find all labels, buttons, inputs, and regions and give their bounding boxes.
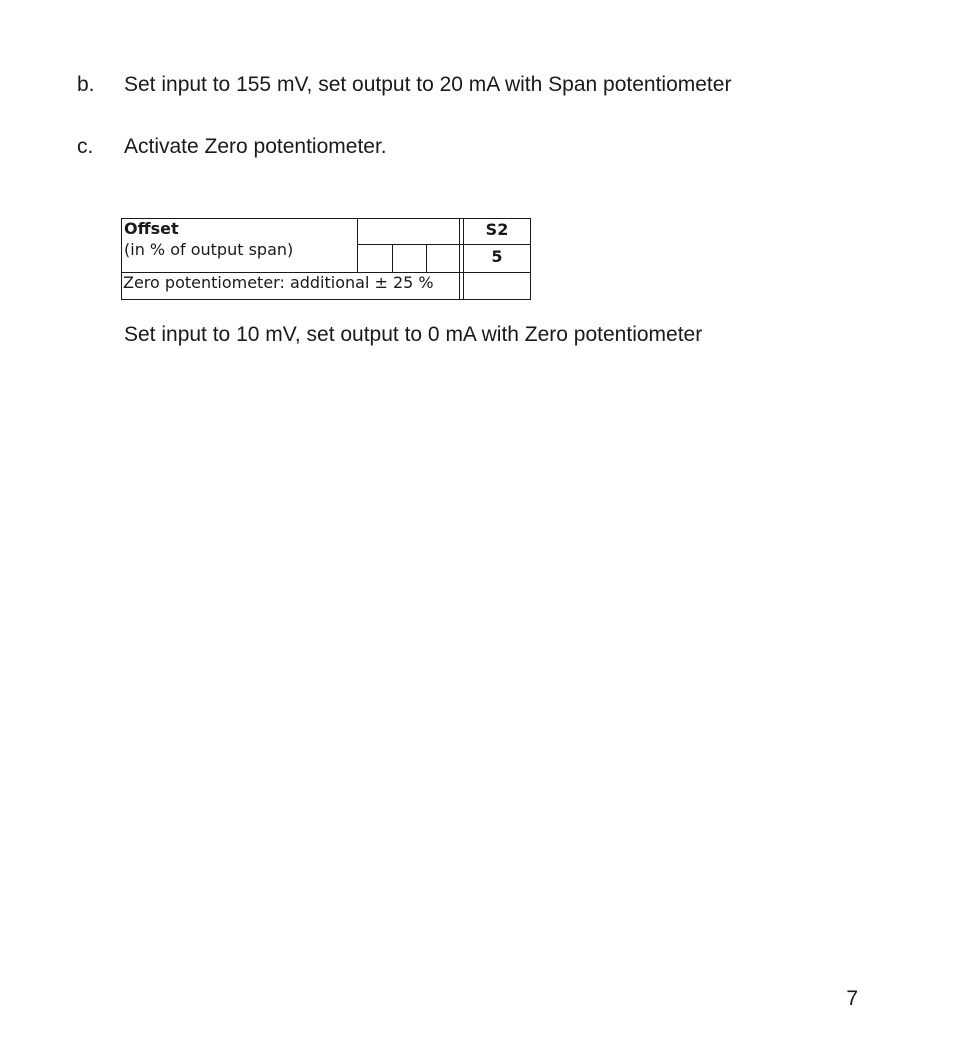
offset-subtitle: (in % of output span) (124, 240, 294, 259)
step-text: Activate Zero potentiometer. (124, 135, 387, 158)
switch-cell-divider (426, 244, 427, 272)
step-text: Set input to 155 mV, set output to 20 mA with Span potentiometer (124, 73, 732, 96)
switch-row-divider (357, 244, 531, 245)
step-letter: c. (77, 135, 94, 158)
s2-column-divider (459, 218, 460, 300)
switch-s2-value: 5 (491, 247, 503, 266)
offset-title: Offset (124, 219, 179, 238)
switch-column-divider (357, 218, 358, 272)
step-letter: b. (77, 73, 95, 96)
page-number: 7 (846, 987, 858, 1010)
switch-s2-header: S2 (485, 220, 509, 239)
switch-cell-divider (392, 244, 393, 272)
zero-instruction: Set input to 10 mV, set output to 0 mA with Zero potentiometer (124, 323, 703, 346)
zero-potentiometer-note: Zero potentiometer: additional ± 25 % (123, 273, 434, 292)
offset-table (121, 218, 531, 300)
